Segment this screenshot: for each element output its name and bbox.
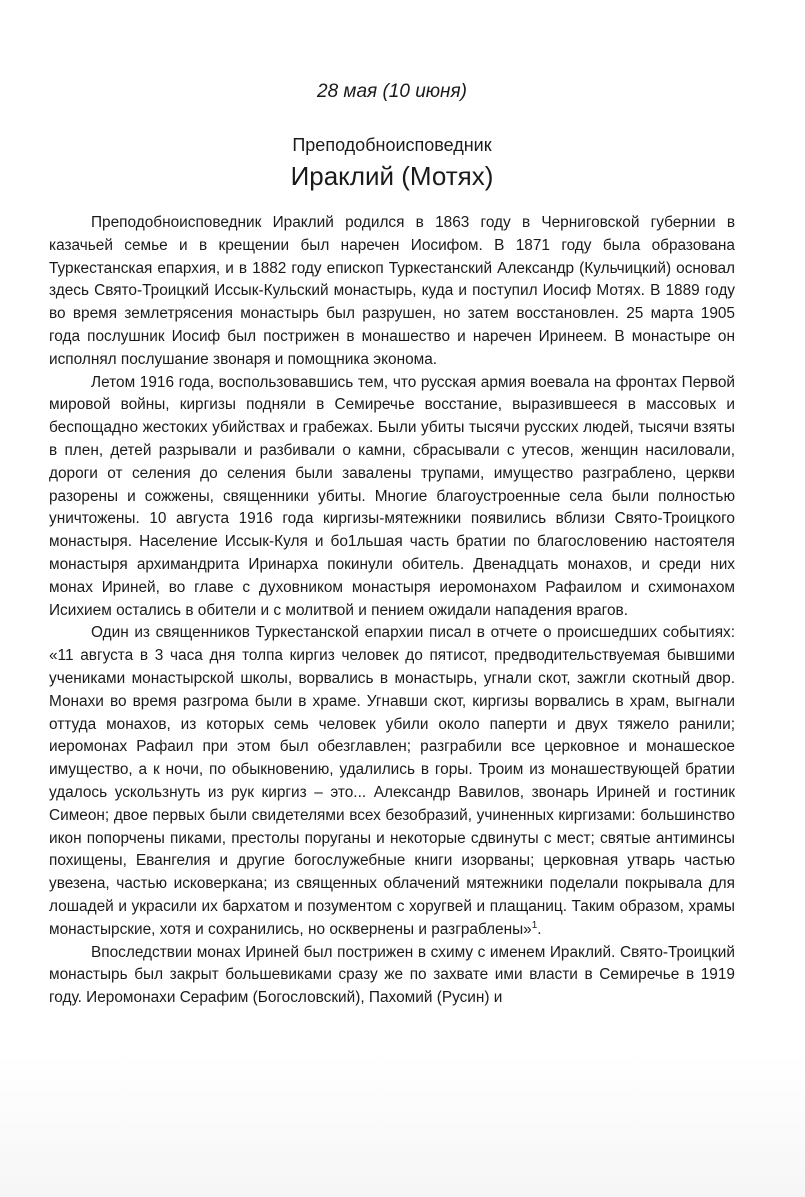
paragraph-1: Преподобноисповедник Ираклий родился в 1863 году в Черниговской губернии в казачьей семье и в крещении был наречен Иосифом. В 1871 году была образована Туркестанская епархия, и в 1882 году епископ Туркестанский Александр (Кульчицкий) основал здесь Свято-Троицкий Иссык-Кульский монастырь, куда и поступил Иосиф Мотях. В 1889 году во время землетрясения монастырь был разрушен, но затем восстановлен. 25 марта 1905 года послушник Иосиф был пострижен в монашество и наречен Иринеем. В монастыре он исполнял послушание звонаря и помощника эконома. xyxy=(49,214,735,368)
document-content xyxy=(49,78,735,1010)
saint-name-title: Ираклий (Мотях) xyxy=(290,161,494,191)
saint-rank: Преподобноисповедник xyxy=(292,135,492,155)
paragraph-3-text: Один из священников Туркестанской епархии писал в отчете о происшедших событиях: «11 августа в 3 часа дня толпа киргиз человек до пятисот, предводительствуемая бывшими учениками монастырской школы, ворвались в монастырь, угнали скот, зажгли скотный двор. Монахи во время разгрома были в храме. Угнавши скот, киргизы ворвались в храм, выгнали оттуда монахов, из которых семь человек убили около паперти и двух тяжело ранили; иеромонах Рафаил при этом был обезглавлен; разграбили все церковное и монашеское имущество, а к ночи, по обыкновению, удалились в горы. Троим из монашествующей братии удалось ускользнуть из рук киргиз – это... Александр Вавилов, звонарь Ириней и гостиник Симеон; двое первых были свидетелями всех безобразий, учиненных киргизами: большинство икон попорчены пиками, престолы поруганы и некоторые сдвинуты с мест; святые антиминсы похищены, Евангелия и другие богослужебные книги изорваны; церковная утварь частью увезена, частью исковеркана; из священных облачений мятежники поделали покрывала для лошадей и украсили их бархатом и позументом с хоругвей и плащаниц. Таким образом, храмы монастырские, хотя и сохранились, но осквернены и разграблены» xyxy=(49,624,735,938)
paragraph-4: Впоследствии монах Ириней был пострижен в схиму с именем Ираклий. Свято-Троицкий монастырь был закрыт большевиками сразу же по захвате ими власти в Семиречье в 1919 году. Иеромонахи Серафим (Богословский), Пахомий (Русин) и xyxy=(49,943,735,1007)
paragraph-2: Летом 1916 года, воспользовавшись тем, что русская армия воевала на фронтах Первой мировой войны, киргизы подняли в Семиречье восстание, выразившееся в массовых и беспощадно жестоких убийствах и грабежах. Были убиты тысячи русских людей, тысячи взяты в плен, детей разрывали и разбивали о камни, сбрасывали с утесов, женщин насиловали, дороги от селения до селения были завалены трупами, имущество разграблено, церкви разорены и сожжены, священники убиты. Многие благоустроенные села были полностью уничтожены. 10 августа 1916 года киргизы-мятежники появились вблизи Свято-Троицкого монастыря. Население Иссык-Куля и бо1льшая часть братии по благословению настоятеля монастыря архимандрита Иринарха покинули обитель. Двенадцать монахов, и среди них монах Ириней, во главе с духовником монастыря иеромонахом Рафаилом и схимонахом Исихием остались в обители и с молитвой и пением ожидали нападения врагов. xyxy=(49,373,735,619)
paragraph-3 xyxy=(49,622,735,941)
footnote-reference[interactable]: 1 xyxy=(531,919,538,931)
paragraph-3-end: . xyxy=(537,920,542,938)
feast-date: 28 мая (10 июня) xyxy=(317,81,467,102)
